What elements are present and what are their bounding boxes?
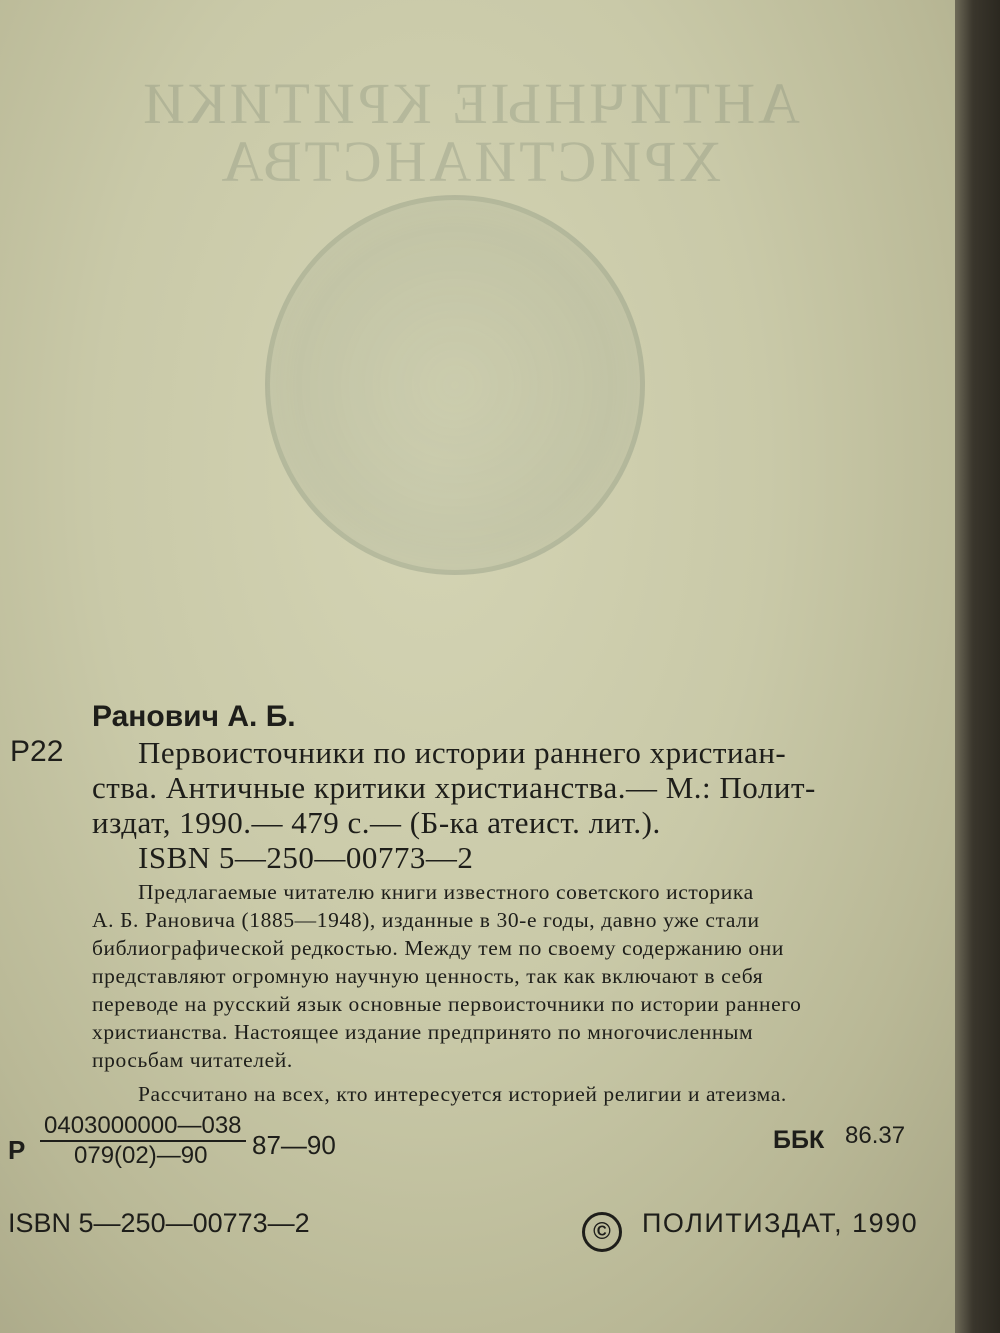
classification-numerator: 0403000000—038 [40, 1112, 246, 1142]
author-heading: Ранович А. Б. [92, 700, 296, 733]
show-through-medallion [265, 195, 645, 575]
bbk-value: 86.37 [845, 1122, 906, 1149]
annotation-line-5: переводе на русский язык основные первоисточники по истории раннего [92, 992, 802, 1016]
annotation-line-1: Предлагаемые читателю книги известного советского историка [138, 880, 754, 904]
classification-fraction [40, 1112, 246, 1170]
bib-line-1: Первоисточники по истории раннего христиан- [138, 735, 787, 770]
classification-letter: Р [8, 1135, 26, 1165]
book-page-edge [955, 0, 1000, 1333]
bib-line-2: ства. Античные критики христианства.— М.: Полит- [92, 770, 816, 805]
annotation-line-2: А. Б. Рановича (1885—1948), изданные в 30-е годы, давно уже стали [92, 908, 760, 932]
annotation-audience-line: Рассчитано на всех, кто интересуется историей религии и атеизма. [138, 1082, 787, 1106]
annotation-line-4: представляют огромную научную ценность, так как включают в себя [92, 964, 764, 988]
bbk-label: ББК [773, 1126, 825, 1154]
classification-suffix: 87—90 [252, 1130, 336, 1160]
show-through-title-line2: ХРИСТИАНСТВА [218, 129, 722, 194]
annotation-line-3: библиографической редкостью. Между тем по своему содержанию они [92, 936, 784, 960]
annotation-line-6: христианства. Настоящее издание предпринято по многочисленным [92, 1020, 754, 1044]
copyright-icon: © [582, 1212, 622, 1252]
bib-line-3: издат, 1990.— 479 с.— (Б-ка атеист. лит.). [92, 805, 661, 840]
isbn-line: ISBN 5—250—00773—2 [138, 840, 474, 875]
copyright-text: ПОЛИТИЗДАТ, 1990 [642, 1208, 919, 1238]
author-code: Р22 [10, 735, 64, 768]
annotation-line-7: просьбам читателей. [92, 1048, 293, 1072]
show-through-title-line1: АНТИЧНЫЕ КРИТИКИ [140, 71, 800, 136]
footer-isbn: ISBN 5—250—00773—2 [8, 1208, 310, 1238]
classification-denominator: 079(02)—90 [74, 1142, 208, 1169]
